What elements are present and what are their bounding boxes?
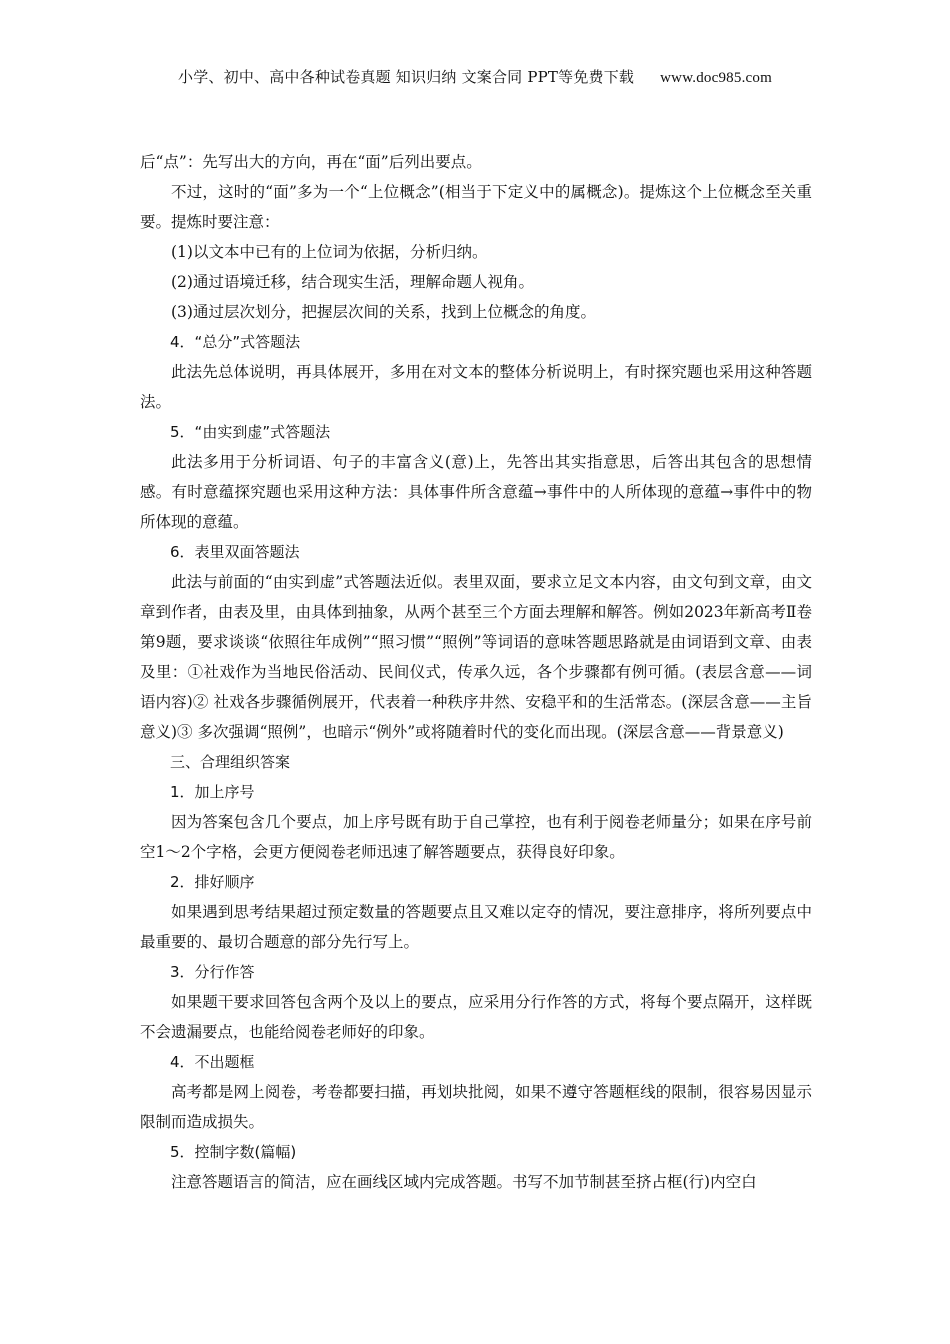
section-heading: 3．分行作答 bbox=[170, 963, 255, 981]
paragraph: 此法与前面的“由实到虚”式答题法近似。表里双面，要求立足文本内容，由文句到文章，由文章到作者，由表及里，由具体到抽象，从两个甚至三个方面去理解和解答。例如2023年新高考Ⅱ卷第9题，要求谈谈“依照往年成例”“照习惯”“照例”等词语的意味答题思路就是由词语到文章、由表及里：①社戏作为当地民俗活动、民间仪式，传承久远，各个步骤都有例可循。(表层含意——词语内容)② 社戏各步骤循例展开，代表着一种秩序井然、安稳平和的生活常态。(深层含意——主旨意义)③ 多次强调“照例”，也暗示“例外”或将随着时代的变化而出现。(深层含意——背景意义) bbox=[140, 573, 812, 741]
list-item: (3)通过层次划分，把握层次间的关系，找到上位概念的角度。 bbox=[171, 303, 596, 321]
list-item: (2)通过语境迁移，结合现实生活，理解命题人视角。 bbox=[171, 273, 534, 291]
section-heading: 5．“由实到虚”式答题法 bbox=[170, 423, 331, 441]
document-body bbox=[140, 147, 812, 1197]
header-site: www.doc985.com bbox=[660, 70, 772, 86]
paragraph: 此法多用于分析词语、句子的丰富含义(意)上，先答出其实指意思，后答出其包含的思想情感。有时意蕴探究题也采用这种方法：具体事件所含意蕴→事件中的人所体现的意蕴→事件中的物所体现的意蕴。 bbox=[140, 453, 812, 531]
chapter-heading: 三、合理组织答案 bbox=[170, 753, 291, 771]
paragraph: 注意答题语言的简洁，应在画线区域内完成答题。书写不加节制甚至挤占框(行)内空白 bbox=[171, 1173, 757, 1191]
section-heading: 2．排好顺序 bbox=[170, 873, 255, 891]
paragraph: 此法先总体说明，再具体展开，多用在对文本的整体分析说明上，有时探究题也采用这种答题法。 bbox=[140, 363, 812, 411]
paragraph: 不过，这时的“面”多为一个“上位概念”(相当于下定义中的属概念)。提炼这个上位概念至关重要。提炼时要注意： bbox=[140, 183, 812, 231]
section-heading: 6．表里双面答题法 bbox=[170, 543, 300, 561]
paragraph: 后“点”：先写出大的方向，再在“面”后列出要点。 bbox=[140, 153, 482, 171]
paragraph: 高考都是网上阅卷，考卷都要扫描，再划块批阅，如果不遵守答题框线的限制，很容易因显示限制而造成损失。 bbox=[140, 1083, 812, 1131]
section-heading: 5．控制字数(篇幅) bbox=[170, 1143, 297, 1161]
section-heading: 4．不出题框 bbox=[170, 1053, 255, 1071]
section-heading: 4．“总分”式答题法 bbox=[170, 333, 301, 351]
paragraph: 如果遇到思考结果超过预定数量的答题要点且又难以定夺的情况，要注意排序，将所列要点中最重要的、最切合题意的部分先行写上。 bbox=[140, 903, 812, 951]
list-item: (1)以文本中已有的上位词为依据，分析归纳。 bbox=[171, 243, 488, 261]
header-text: 小学、初中、高中各种试卷真题 知识归纳 文案合同 PPT等免费下载 bbox=[178, 68, 635, 86]
section-heading: 1．加上序号 bbox=[170, 783, 255, 801]
paragraph: 如果题干要求回答包含两个及以上的要点，应采用分行作答的方式，将每个要点隔开，这样既不会遗漏要点，也能给阅卷老师好的印象。 bbox=[140, 993, 812, 1041]
page-header bbox=[0, 66, 950, 87]
paragraph: 因为答案包含几个要点，加上序号既有助于自己掌控，也有利于阅卷老师量分；如果在序号前空1～2个字格，会更方便阅卷老师迅速了解答题要点，获得良好印象。 bbox=[140, 813, 812, 861]
